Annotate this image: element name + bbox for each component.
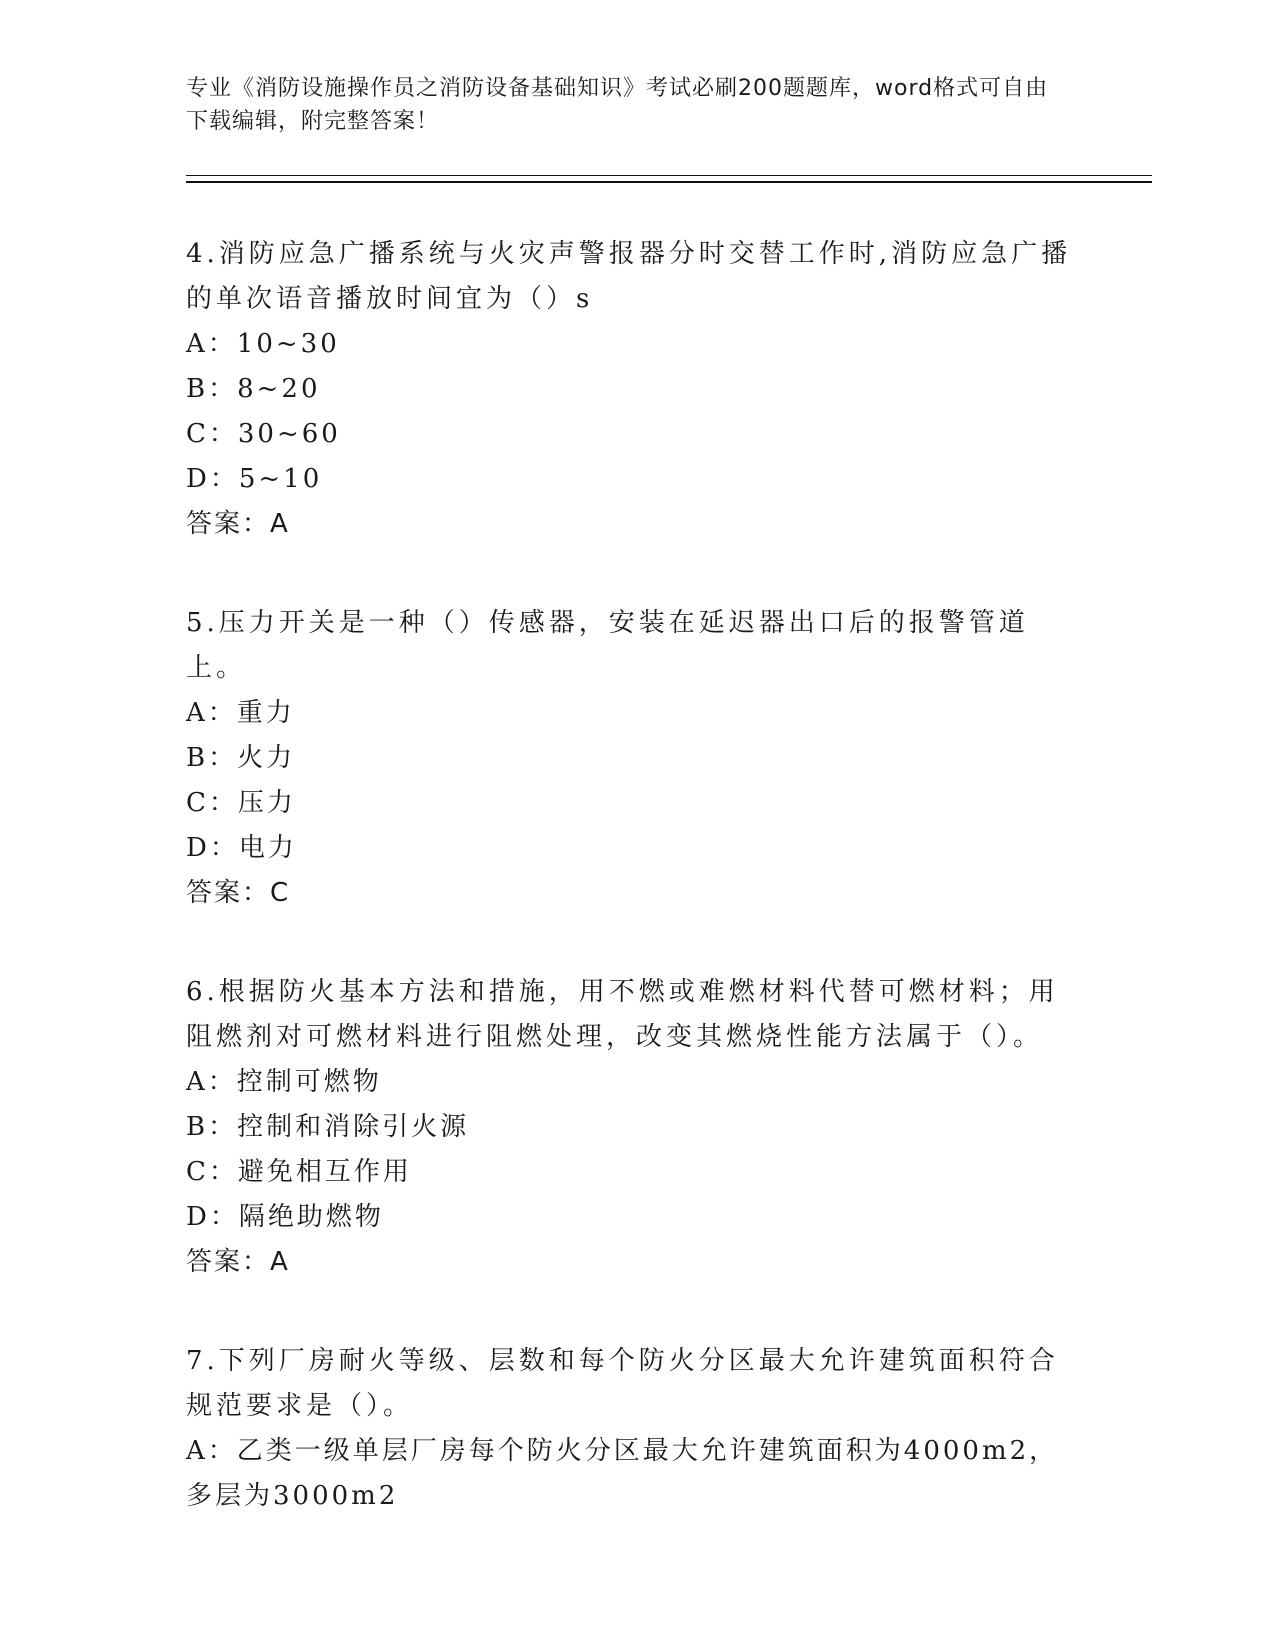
answer-line: 答案：A [186,509,290,539]
document-header: 专业《消防设施操作员之消防设备基础知识》考试必刷200题题库，word格式可自由下载编辑，附完整答案！ [186,76,1049,134]
option-b: B：控制和消除引火源 [186,1112,470,1142]
option-d: D：电力 [186,833,297,863]
option-c: C：避免相互作用 [186,1157,412,1187]
question-4 [186,232,1086,547]
question-6 [186,970,1086,1285]
option-b: B：8~20 [186,374,321,404]
answer-line: 答案：A [186,1247,290,1277]
option-c: C：30~60 [186,419,341,449]
option-a: A：重力 [186,698,295,728]
answer-line: 答案：C [186,878,291,908]
question-stem: 7.下列厂房耐火等级、层数和每个防火分区最大允许建筑面积符合规范要求是（）。 [186,1346,1059,1421]
question-stem: 4.消防应急广播系统与火灾声警报器分时交替工作时,消防应急广播的单次语音播放时间宜为（）s [186,239,1072,314]
question-7 [186,1339,1086,1519]
option-b: B：火力 [186,743,296,773]
option-c: C：压力 [186,788,296,818]
question-stem: 5.压力开关是一种（）传感器，安装在延迟器出口后的报警管道上。 [186,608,1029,683]
question-stem: 6.根据防火基本方法和措施，用不燃或难燃材料代替可燃材料；用阻燃剂对可燃材料进行阻燃处理，改变其燃烧性能方法属于（）。 [186,977,1059,1052]
header-divider [186,175,1152,183]
option-a: A：乙类一级单层厂房每个防火分区最大允许建筑面积为4000m2，多层为3000m2 [186,1436,1059,1511]
question-5 [186,601,1086,916]
option-d: D：5~10 [186,464,323,494]
question-list [186,232,1086,1573]
option-a: A：10~30 [186,329,340,359]
option-a: A：控制可燃物 [186,1067,382,1097]
option-d: D：隔绝助燃物 [186,1202,384,1232]
